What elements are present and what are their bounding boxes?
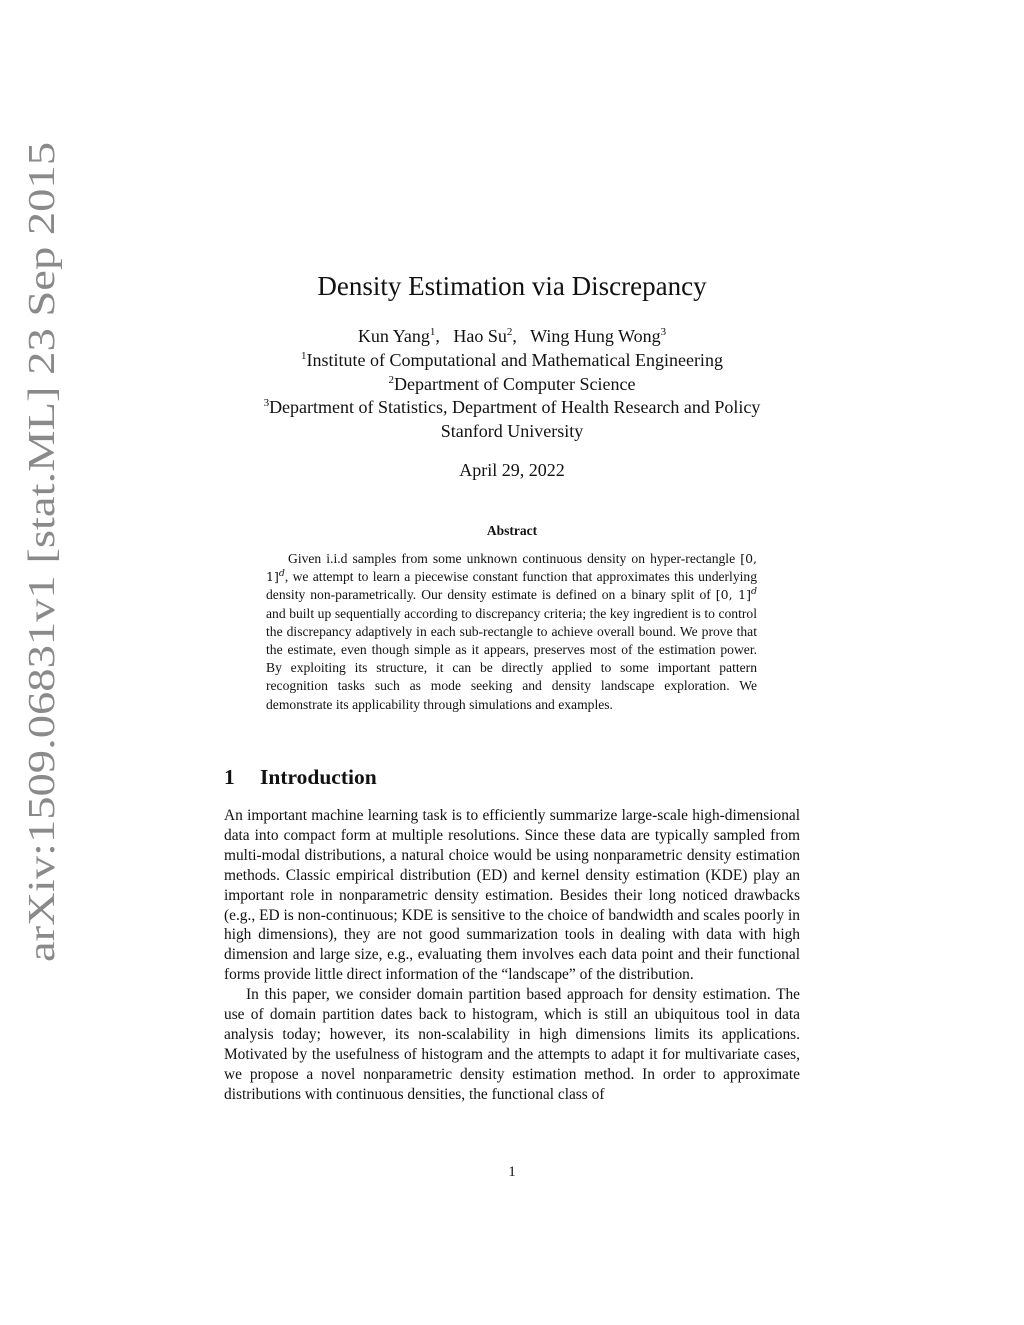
author-block [224, 325, 800, 444]
author-name: Hao Su [453, 326, 507, 346]
arxiv-stamp [6, 120, 66, 980]
institution: Stanford University [440, 421, 584, 442]
author-list: Kun Yang$^1$, Hao Su$^2$, Wing Hung Wong$^3$ [357, 326, 667, 346]
section-title: Introduction [260, 765, 377, 789]
section-body [224, 806, 800, 1105]
affiliation-1: $^1$Institute of Computational and Mathematical Engineering [301, 349, 723, 370]
page-number: 1 [508, 1164, 516, 1180]
paragraph: In this paper, we consider domain partition based approach for density estimation. The use of domain partition dates back to histogram, which is still an ubiquitous tool in data analysis today; however, its non-scalability in high dimensions limits its applications. Motivated by the usefulness of histogram and the attempts to adapt it for multivariate cases, we propose a novel nonparametric density estimation method. In order to approximate distributions with continuous densities, the functional class of [224, 986, 800, 1103]
author-mark: 1 [429, 326, 436, 338]
abstract-body: Given i.i.d samples from some unknown continuous density on hyper-rectangle [0, 1]$^d$, we attempt to learn a piecewise constant function that approximates this underlying density non-parametrically. Our density estimate is defined on a binary split of [0, 1]$^d$ and built up sequentially according to discrepancy criteria; the key ingredient is to control the discrepancy adaptively in each sub-rectangle to achieve overall bound. We prove that the estimate, even though simple as it appears, preserves most of the estimation power. By exploiting its structure, it can be directly applied to some important pattern recognition tasks such as mode seeking and density landscape exploration. We demonstrate its applicability through simulations and examples. [266, 551, 758, 712]
affiliation-2: $^2$Department of Computer Science [388, 373, 636, 394]
author-name: Wing Hung Wong [530, 326, 661, 346]
paper-title: Density Estimation via Discrepancy [317, 271, 707, 301]
abstract-heading: Abstract [486, 523, 538, 538]
author-name: Kun Yang [357, 326, 430, 346]
section-number: 1 [224, 765, 235, 789]
section-heading [224, 763, 377, 791]
affiliation-3: $^3$Department of Statistics, Department of Health Research and Policy [263, 397, 761, 418]
paper-date: April 29, 2022 [459, 460, 565, 480]
arxiv-stamp-text: arXiv:1509.06831v1 [stat.ML] 23 Sep 2015 [21, 292, 63, 962]
math-domain: [0, 1]$^d$ [715, 586, 758, 603]
author-mark: 2 [506, 326, 513, 338]
paragraph: An important machine learning task is to efficiently summarize large-scale high-dimensional data into compact form at multiple resolutions. Since these data are typically sampled from multi-modal distributions, a natural choice would be using nonparametric density estimation methods. Classic empirical distribution (ED) and kernel density estimation (KDE) play an important role in nonparametric density estimation. Besides their long noticed drawbacks (e.g., ED is non-continuous; KDE is sensitive to the choice of bandwidth and scales poorly in high dimensions), they are not good summarization tools in dealing with data with high dimension and large size, e.g., evaluating them involves each data point and their functional forms provide little direct information of the “landscape” of the distribution. [224, 807, 800, 984]
math-domain: [0, 1]$^d$ [266, 551, 757, 585]
author-mark: 3 [660, 326, 667, 338]
